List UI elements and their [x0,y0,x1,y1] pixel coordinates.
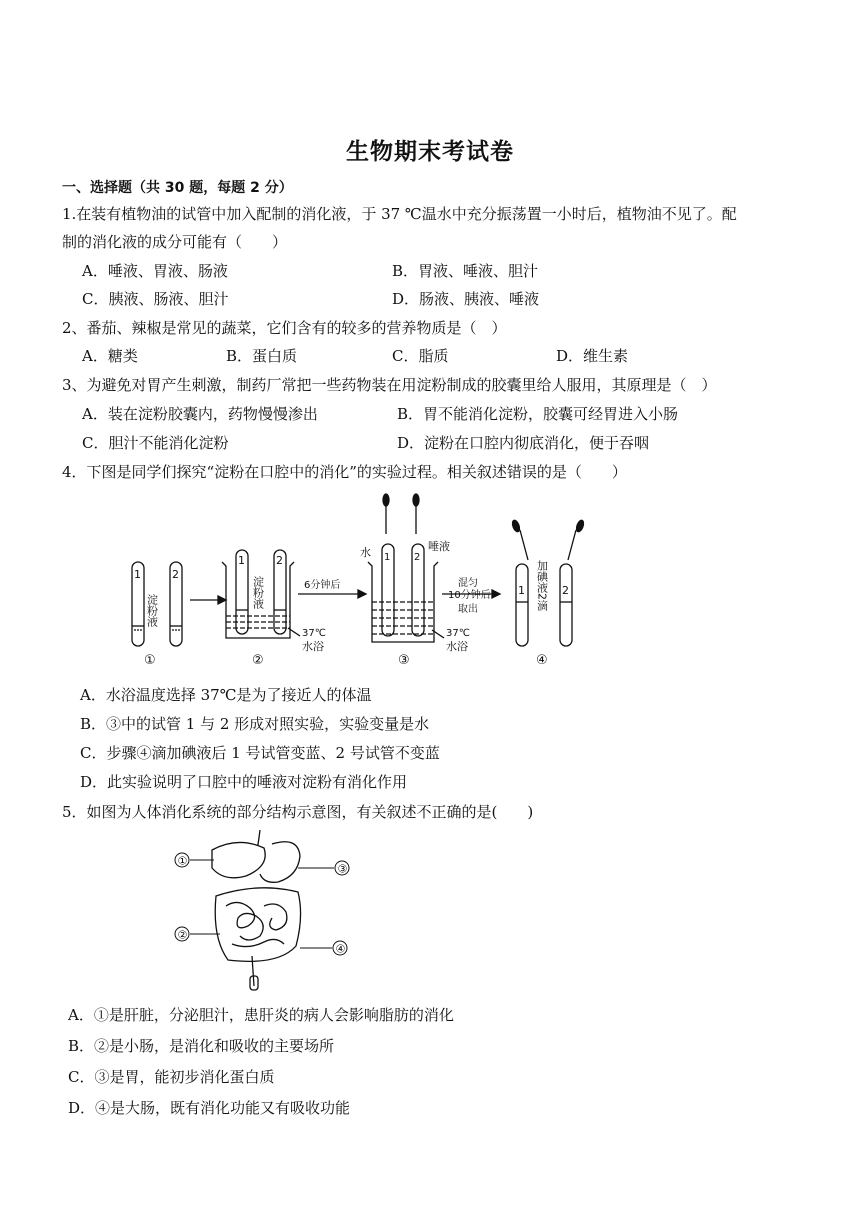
q3-option-b: B．胃不能消化淀粉，胶囊可经胃进入小肠 [397,405,679,423]
section-heading: 一、选择题（共 30 题，每题 2 分） [62,180,293,196]
fig-arrow1-label: 6分钟后 [304,580,341,591]
fig-step1: ① [144,653,156,668]
q1-option-d: D．肠液、胰液、唾液 [392,290,540,308]
digestive-system-figure [168,826,358,996]
q1-stem-line2: 制的消化液的成分可能有（ ） [62,233,288,251]
fig-tube1-label-step1: 1 [134,568,141,581]
q2-option-c: C．脂质 [392,347,449,365]
fig-bath-step3: 水浴 [446,640,468,653]
q5-option-d: D．④是大肠，既有消化功能又有吸收功能 [68,1099,351,1117]
fig-bath-step2: 水浴 [302,640,324,653]
fig-label-4: ④ [335,942,346,956]
fig-tube1-label-step4: 1 [518,584,525,597]
q2-option-d: D．维生素 [556,347,629,365]
q4-option-d: D．此实验说明了口腔中的唾液对淀粉有消化作用 [80,773,408,791]
q4-option-b: B．③中的试管 1 与 2 形成对照实验，实验变量是水 [80,715,430,733]
q5-option-b: B．②是小肠，是消化和吸收的主要场所 [68,1037,335,1055]
q3-option-c: C．胆汁不能消化淀粉 [82,434,229,452]
page-title: 生物期末考试卷 [346,139,514,165]
fig-tube2-label-step4: 2 [562,584,569,597]
q3-option-a: A．装在淀粉胶囊内，药物慢慢渗出 [82,405,318,423]
q3-option-d: D．淀粉在口腔内彻底消化，便于吞咽 [397,434,650,452]
fig-tube2-label-step1: 2 [172,568,179,581]
fig-label-2: ② [177,928,188,942]
q1-stem-line1: 1.在装有植物油的试管中加入配制的消化液，于 37 ℃温水中充分振荡置一小时后，植物油不见了。配 [62,205,737,223]
fig-tube2-label-step2: 2 [276,554,283,567]
fig-temp-step3: 37℃ [446,628,470,639]
fig-starch-label-step1: 淀粉液 [145,594,159,627]
fig-starch-label-step2: 淀粉液 [251,576,265,609]
q2-stem: 2、番茄、辣椒是常见的蔬菜，它们含有的较多的营养物质是（ ） [62,319,507,337]
starch-experiment-figure [120,490,600,670]
fig-saliva-label: 唾液 [428,540,450,553]
fig-iodine-label: 加碘液2滴 [535,560,549,611]
q2-option-a: A．糖类 [82,347,138,365]
q4-stem: 4．下图是同学们探究“淀粉在口腔中的消化”的实验过程。相关叙述错误的是（ ） [62,463,627,481]
q2-option-b: B．蛋白质 [226,347,298,365]
fig-step3: ③ [398,653,410,668]
q5-option-a: A．①是肝脏，分泌胆汁，患肝炎的病人会影响脂肪的消化 [68,1006,454,1024]
q5-stem: 5．如图为人体消化系统的部分结构示意图，有关叙述不正确的是( ) [62,803,534,821]
fig-step2: ② [252,653,264,668]
fig-label-3: ③ [337,862,348,876]
fig-water-label: 水 [360,546,371,559]
fig-arrow2-line3: 取出 [458,604,478,615]
q5-option-c: C．③是胃，能初步消化蛋白质 [68,1068,275,1086]
fig-arrow2-line2: 10分钟后 [448,590,491,601]
q1-option-b: B．胃液、唾液、胆汁 [392,262,539,280]
fig-tube1-label-step2: 1 [238,554,245,567]
fig-temp-step2: 37℃ [302,628,326,639]
fig-label-1: ① [177,854,188,868]
q4-option-a: A．水浴温度选择 37℃是为了接近人的体温 [80,686,372,704]
fig-arrow2-line1: 混匀 [458,578,478,589]
q1-option-a: A．唾液、胃液、肠液 [82,262,228,280]
q4-option-c: C．步骤④滴加碘液后 1 号试管变蓝、2 号试管不变蓝 [80,744,440,762]
fig-tube2-label-step3: 2 [414,552,421,563]
q3-stem: 3、为避免对胃产生刺激，制药厂常把一些药物装在用淀粉制成的胶囊里给人服用，其原理是（ ） [62,376,717,394]
q1-option-c: C．胰液、肠液、胆汁 [82,290,229,308]
fig-step4: ④ [536,653,548,668]
fig-tube1-label-step3: 1 [384,552,391,563]
